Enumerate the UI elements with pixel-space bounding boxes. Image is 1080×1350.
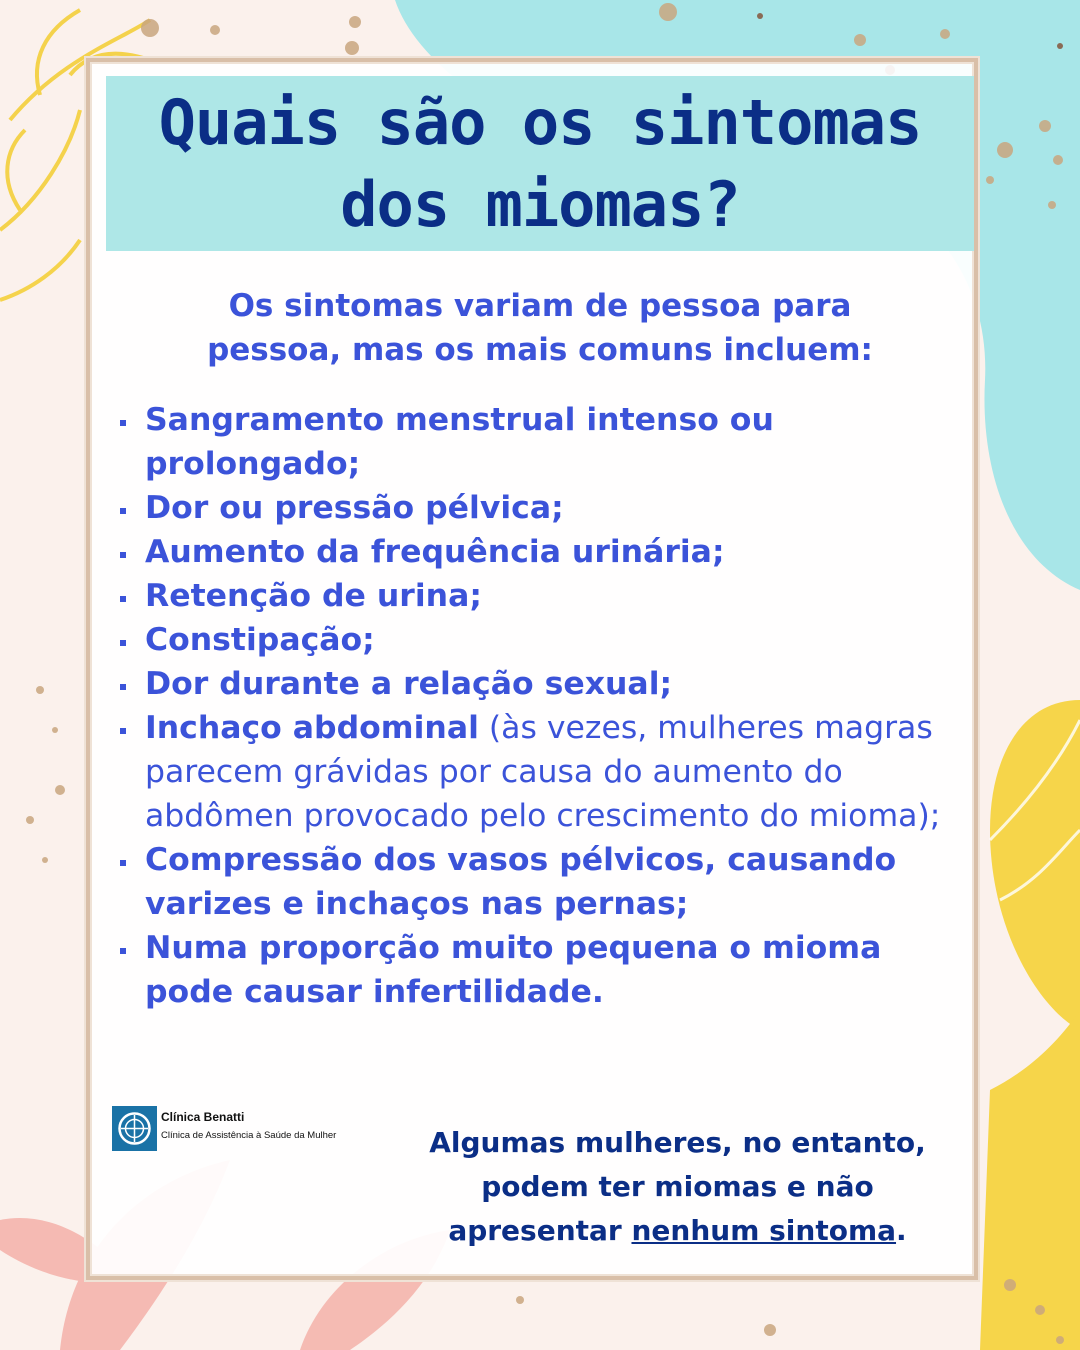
bullet-icon xyxy=(120,552,126,558)
list-item xyxy=(118,706,968,838)
closing-note xyxy=(380,1121,975,1253)
page-title xyxy=(106,82,974,246)
list-item xyxy=(118,530,968,574)
bullet-icon xyxy=(120,420,126,426)
list-item xyxy=(118,662,968,706)
intro-line-2: pessoa, mas os mais comuns incluem: xyxy=(207,332,873,368)
list-item xyxy=(118,838,968,926)
symptom-text: Retenção de urina; xyxy=(145,578,482,614)
title-line-1: Quais são os sintomas xyxy=(158,86,922,159)
bullet-icon xyxy=(120,684,126,690)
bullet-icon xyxy=(120,596,126,602)
symptom-detail: (às vezes, mulheres magras parecem grávidas por causa do aumento do abdômen provocado pelo crescimento do mioma); xyxy=(145,710,941,834)
symptom-text: Compressão dos vasos pélvicos, causando varizes e inchaços nas pernas; xyxy=(145,842,897,922)
clinic-name: Clínica Benatti xyxy=(161,1110,245,1124)
bullet-icon xyxy=(120,640,126,646)
note-line-2: podem ter miomas e não xyxy=(481,1170,874,1203)
note-line-3-prefix: apresentar xyxy=(448,1214,632,1247)
symptom-text: Inchaço abdominal xyxy=(145,710,479,746)
list-item xyxy=(118,926,968,1014)
clinic-logo xyxy=(112,1106,372,1152)
list-item xyxy=(118,486,968,530)
note-emphasis: nenhum sintoma xyxy=(631,1214,897,1247)
symptom-text: Sangramento menstrual intenso ou prolongado; xyxy=(145,402,774,482)
clinic-logo-icon xyxy=(112,1106,157,1151)
bullet-icon xyxy=(120,508,126,514)
symptom-text: Dor durante a relação sexual; xyxy=(145,666,673,702)
intro-line-1: Os sintomas variam de pessoa para xyxy=(228,288,852,324)
symptom-text: Constipação; xyxy=(145,622,375,658)
symptom-text: Dor ou pressão pélvica; xyxy=(145,490,564,526)
note-line-1: Algumas mulheres, no entanto, xyxy=(429,1126,926,1159)
title-line-2: dos miomas? xyxy=(340,168,740,241)
note-line-3-suffix: . xyxy=(896,1214,907,1247)
list-item xyxy=(118,618,968,662)
clinic-tagline: Clínica de Assistência à Saúde da Mulher xyxy=(161,1130,337,1141)
bullet-icon xyxy=(120,948,126,954)
bullet-icon xyxy=(120,860,126,866)
bullet-icon xyxy=(120,728,126,734)
intro-text xyxy=(120,284,960,372)
list-item xyxy=(118,574,968,618)
symptoms-list xyxy=(118,398,968,1014)
symptom-text: Aumento da frequência urinária; xyxy=(145,534,725,570)
symptom-text: Numa proporção muito pequena o mioma pode causar infertilidade. xyxy=(145,930,882,1010)
list-item xyxy=(118,398,968,486)
